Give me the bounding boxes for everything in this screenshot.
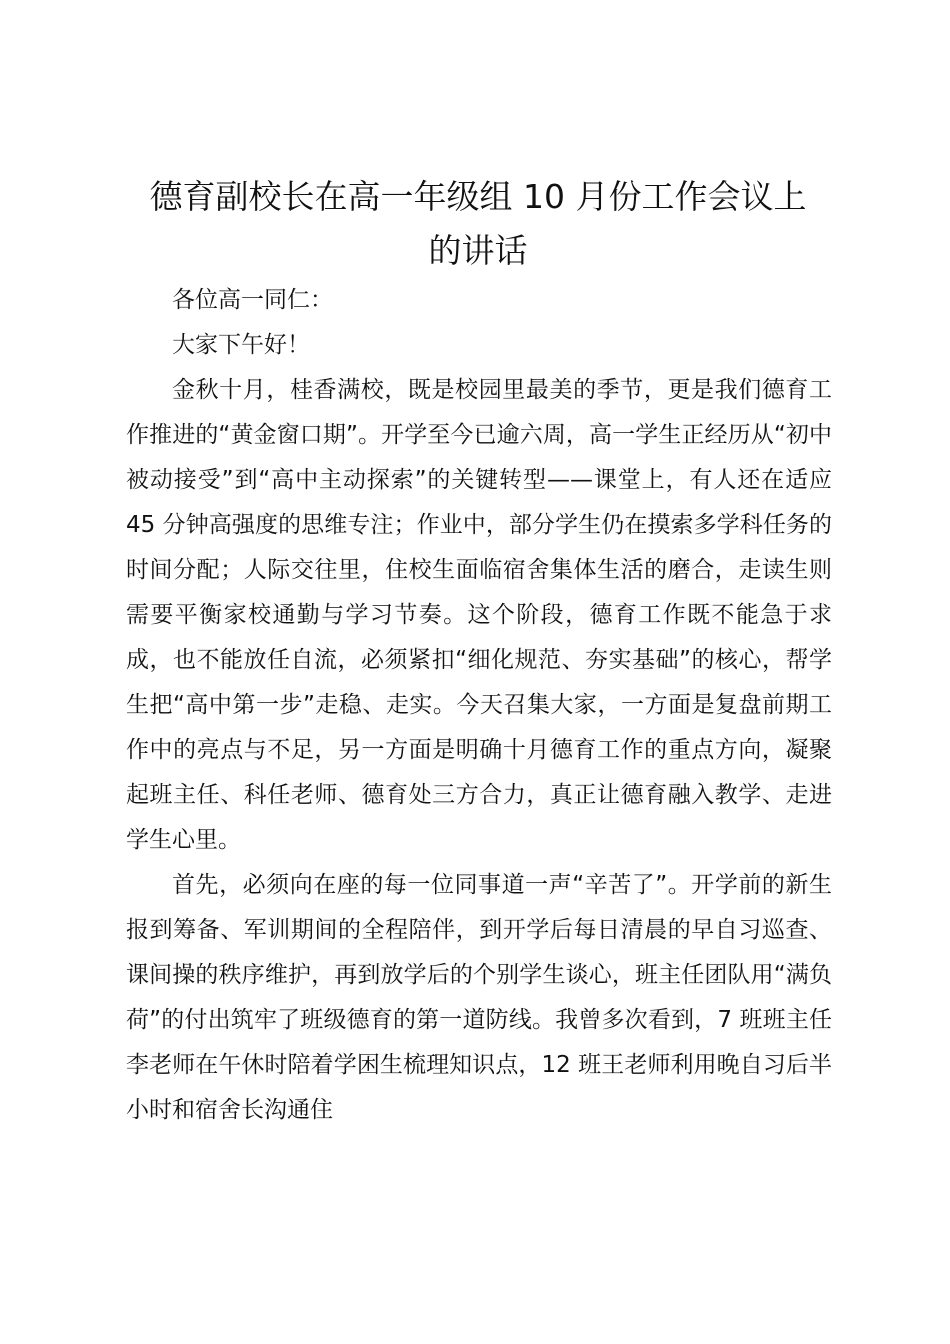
- page-title: [125, 170, 831, 278]
- paragraph-1: 金秋十月，桂香满校，既是校园里最美的季节，更是我们德育工作推进的“黄金窗口期”。开学至今已逾六周，高一学生正经历从“初中被动接受”到“高中主动探索”的关键转型——课堂上，有人还在适应 45 分钟高强度的思维专注；作业中，部分学生仍在摸索多学科任务的时间分配；人际交往里，住校生面临宿舍集体生活的磨合，走读生则需要平衡家校通勤与学习节奏。这个阶段，德育工作既不能急于求成，也不能放任自流，必须紧扣“细化规范、夯实基础”的核心，帮学生把“高中第一步”走稳、走实。今天召集大家，一方面是复盘前期工作中的亮点与不足，另一方面是明确十月德育工作的重点方向，凝聚起班主任、科任老师、德育处三方合力，真正让德育融入教学、走进学生心里。: [126, 377, 832, 853]
- salutation: 各位高一同仁：: [172, 287, 333, 313]
- paragraph-2: 首先，必须向在座的每一位同事道一声“辛苦了”。开学前的新生报到筹备、军训期间的全程陪伴，到开学后每日清晨的早自习巡查、课间操的秩序维护，再到放学后的个别学生谈心，班主任团队用“满负荷”的付出筑牢了班级德育的第一道防线。我曾多次看到，7 班班主任李老师在午休时陪着学困生梳理知识点，12 班王老师利用晚自习后半小时和宿舍长沟通住: [126, 872, 832, 1123]
- document-body: [126, 278, 832, 1133]
- greeting: 大家下午好！: [172, 332, 310, 358]
- title-line-1: 德育副校长在高一年级组 10 月份工作会议上: [149, 177, 807, 216]
- title-line-2: 的讲话: [428, 231, 528, 270]
